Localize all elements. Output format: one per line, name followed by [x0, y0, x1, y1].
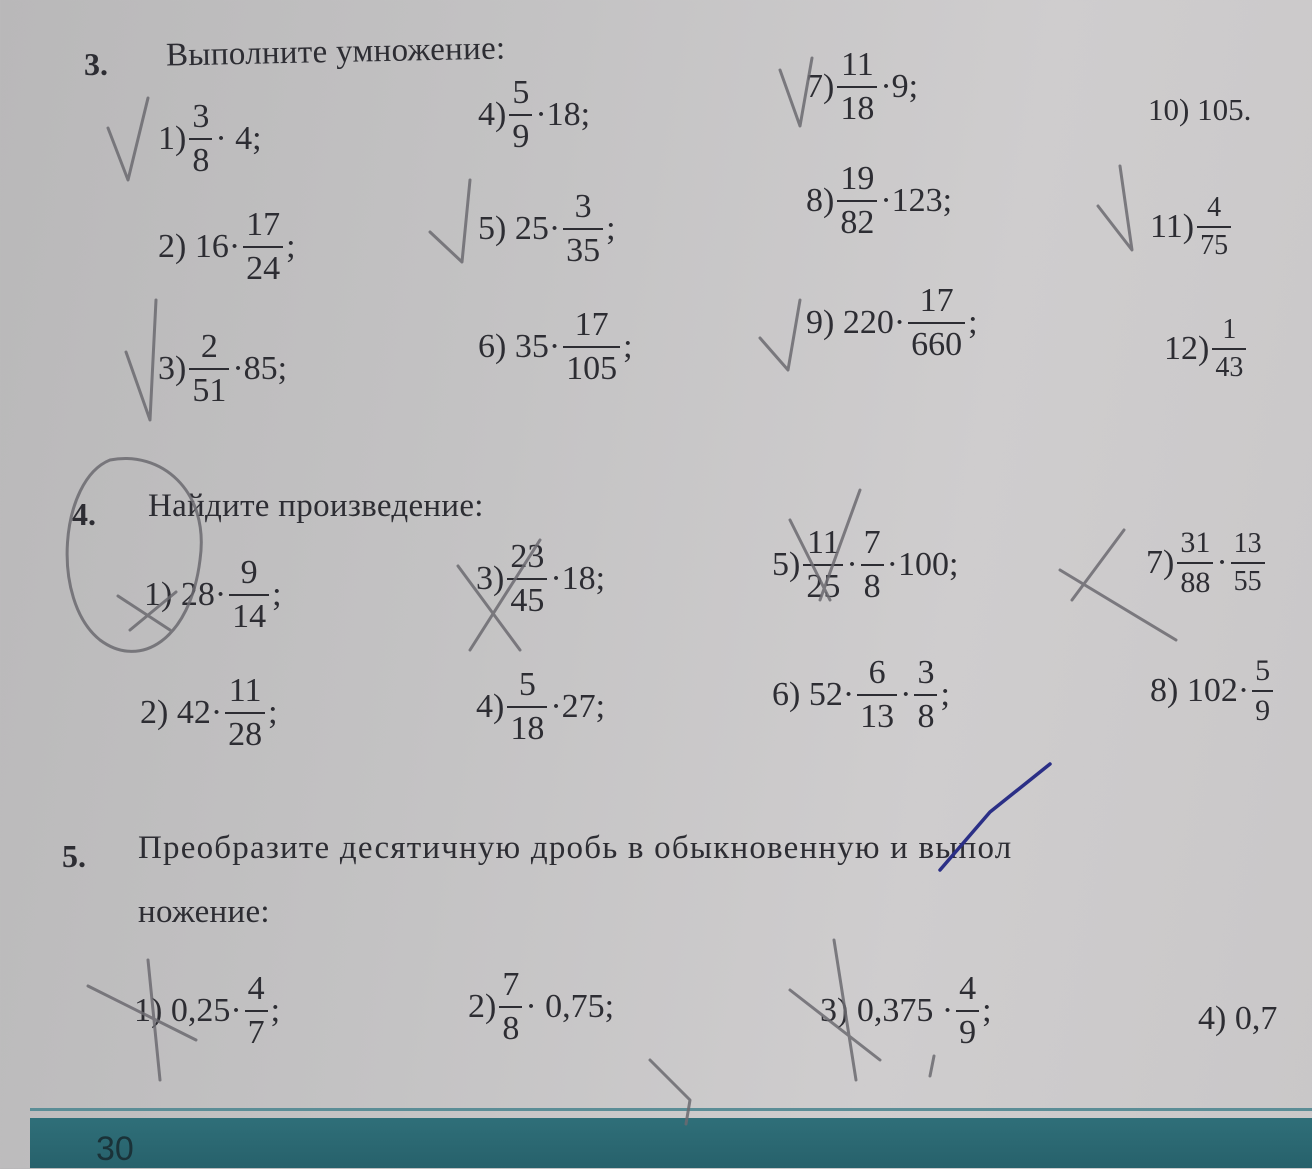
fraction: $\frac{5}{9}$ — [1252, 656, 1273, 726]
pencil-check-mark — [126, 300, 156, 420]
exercise-label: 3) 0,375 · — [820, 992, 954, 1029]
fraction: $\frac{9}{14}$ — [229, 556, 269, 634]
exercise-4-1 — [144, 556, 282, 634]
exercise-label: 5) 25· — [478, 210, 561, 247]
exercise-tail: ; — [270, 992, 281, 1029]
fraction: $\frac{3}{35}$ — [563, 190, 603, 268]
section-4-number: 4. — [72, 496, 96, 532]
exercise-label: 12) — [1164, 330, 1210, 367]
exercise-label: 6) 35· — [478, 328, 561, 365]
exercise-label: 7) — [806, 68, 835, 105]
exercise-3-7 — [806, 48, 918, 126]
exercise-label: 9) 220· — [806, 304, 906, 341]
exercise-label: 3) — [158, 350, 187, 387]
pencil-check-mark — [760, 300, 800, 370]
exercise-tail: · 0,75; — [525, 988, 615, 1025]
exercise-label: 5) — [772, 546, 801, 583]
exercise-3-10 — [1148, 92, 1251, 128]
exercise-3-3 — [158, 330, 287, 408]
exercise-5-3 — [820, 972, 992, 1050]
exercise-4-6: 6) 52· $\frac{6}{13}$ · $\frac{3}{8}$ ; — [772, 654, 950, 735]
exercise-label: 8) 102· — [1150, 672, 1250, 709]
fraction: $\frac{3}{8}$ — [189, 100, 212, 178]
exercise-tail: ; — [982, 992, 992, 1029]
fraction: $\frac{13}{55}$ — [1231, 530, 1265, 596]
fraction: $\frac{11}{25}$ — [803, 526, 843, 604]
exercise-label: 2) 42· — [140, 694, 223, 731]
exercise-label: 6) 52· — [772, 676, 855, 713]
fraction: $\frac{17}{24}$ — [243, 208, 283, 286]
pencil-check-mark — [108, 98, 148, 180]
exercise-3-9 — [806, 284, 978, 362]
exercise-4-8 — [1150, 656, 1276, 726]
exercise-label: 7) — [1146, 544, 1175, 581]
fraction: $\frac{2}{51}$ — [189, 330, 229, 408]
exercise-5-2 — [468, 968, 614, 1046]
pencil-check-mark — [1098, 166, 1132, 250]
exercise-3-4 — [478, 76, 590, 154]
exercise-3-2 — [158, 208, 296, 286]
fraction: $\frac{11}{18}$ — [837, 48, 877, 126]
exercise-tail: ·18; — [535, 96, 591, 133]
exercise-4-3 — [476, 540, 605, 618]
fraction: $\frac{19}{82}$ — [837, 162, 877, 240]
exercise-label: 4) 0,7 — [1198, 1000, 1278, 1037]
fraction: $\frac{31}{88}$ — [1177, 528, 1213, 598]
exercise-3-11 — [1150, 194, 1234, 260]
exercise-4-4 — [476, 668, 605, 746]
exercise-tail: ; — [606, 210, 616, 247]
exercise-tail: ·123; — [880, 182, 953, 219]
fraction: $\frac{17}{105}$ — [563, 308, 620, 386]
exercise-label: 4) — [476, 688, 505, 725]
exercise-5-1 — [134, 972, 280, 1050]
exercise-tail: ·27; — [550, 688, 606, 725]
exercise-label: 11) — [1150, 208, 1195, 245]
exercise-tail: ; — [968, 304, 978, 341]
footer-band — [30, 1118, 1312, 1168]
fraction: $\frac{4}{7}$ — [245, 972, 268, 1050]
exercise-4-2 — [140, 674, 278, 752]
section-4-heading: Найдите произведение: — [148, 488, 484, 524]
exercise-tail: ·9; — [880, 68, 919, 105]
footer-rule — [30, 1108, 1312, 1111]
exercise-label: 1) — [158, 120, 187, 157]
exercise-tail: ; — [286, 228, 296, 265]
exercise-3-6 — [478, 308, 633, 386]
exercise-3-5 — [478, 190, 616, 268]
fraction: $\frac{5}{18}$ — [507, 668, 547, 746]
exercise-tail: ·85; — [232, 350, 288, 387]
exercise-label: 1) 0,25· — [134, 992, 242, 1029]
exercise-tail: ·100; — [886, 546, 959, 583]
exercise-3-12 — [1164, 316, 1249, 382]
fraction: $\frac{5}{9}$ — [509, 76, 532, 154]
exercise-3-1 — [158, 100, 262, 178]
exercise-4-5: 5) $\frac{11}{25}$ · $\frac{7}{8}$ ·100; — [772, 524, 959, 605]
exercise-label: 2) 16· — [158, 228, 241, 265]
page-number: 30 — [96, 1130, 134, 1168]
fraction: $\frac{3}{8}$ — [914, 656, 937, 734]
exercise-tail: ; — [623, 328, 633, 365]
pencil-stroke-mark — [930, 1056, 934, 1076]
fraction: $\frac{17}{660}$ — [908, 284, 965, 362]
exercise-tail: ·18; — [550, 560, 606, 597]
pencil-stroke-mark — [650, 1060, 690, 1124]
section-5-number: 5. — [62, 838, 86, 874]
exercise-label: 1) 28· — [144, 576, 227, 613]
exercise-4-7: 7) $\frac{31}{88}$ · $\frac{13}{55}$ — [1146, 528, 1268, 598]
fraction: $\frac{1}{43}$ — [1212, 316, 1246, 382]
fraction: $\frac{11}{28}$ — [225, 674, 265, 752]
fraction: $\frac{7}{8}$ — [499, 968, 522, 1046]
fraction: $\frac{4}{9}$ — [956, 972, 979, 1050]
exercise-label: 8) — [806, 182, 835, 219]
pencil-check-mark — [430, 180, 470, 262]
fraction: $\frac{6}{13}$ — [857, 656, 897, 734]
fraction: $\frac{23}{45}$ — [507, 540, 547, 618]
fraction: $\frac{7}{8}$ — [861, 526, 884, 604]
exercise-label: 2) — [468, 988, 497, 1025]
exercise-tail: · 4; — [215, 120, 262, 157]
exercise-label: 4) — [478, 96, 507, 133]
section-5-heading-line2: ножение: — [138, 894, 270, 930]
fraction: $\frac{4}{75}$ — [1197, 194, 1231, 260]
section-5-heading-line1: Преобразите десятичную дробь в обыкновенную и выпол — [138, 830, 1013, 866]
exercise-tail: ; — [940, 676, 950, 713]
exercise-5-4 — [1198, 1000, 1277, 1038]
exercise-label: 10) 105 — [1148, 92, 1244, 127]
exercise-tail: ; — [272, 576, 282, 613]
section-3-heading: Выполните умножение: — [165, 30, 506, 74]
section-3-number: 3. — [84, 46, 108, 82]
exercise-tail: . — [1243, 92, 1252, 127]
exercise-label: 3) — [476, 560, 505, 597]
exercise-tail: ; — [268, 694, 278, 731]
exercise-3-8 — [806, 162, 952, 240]
